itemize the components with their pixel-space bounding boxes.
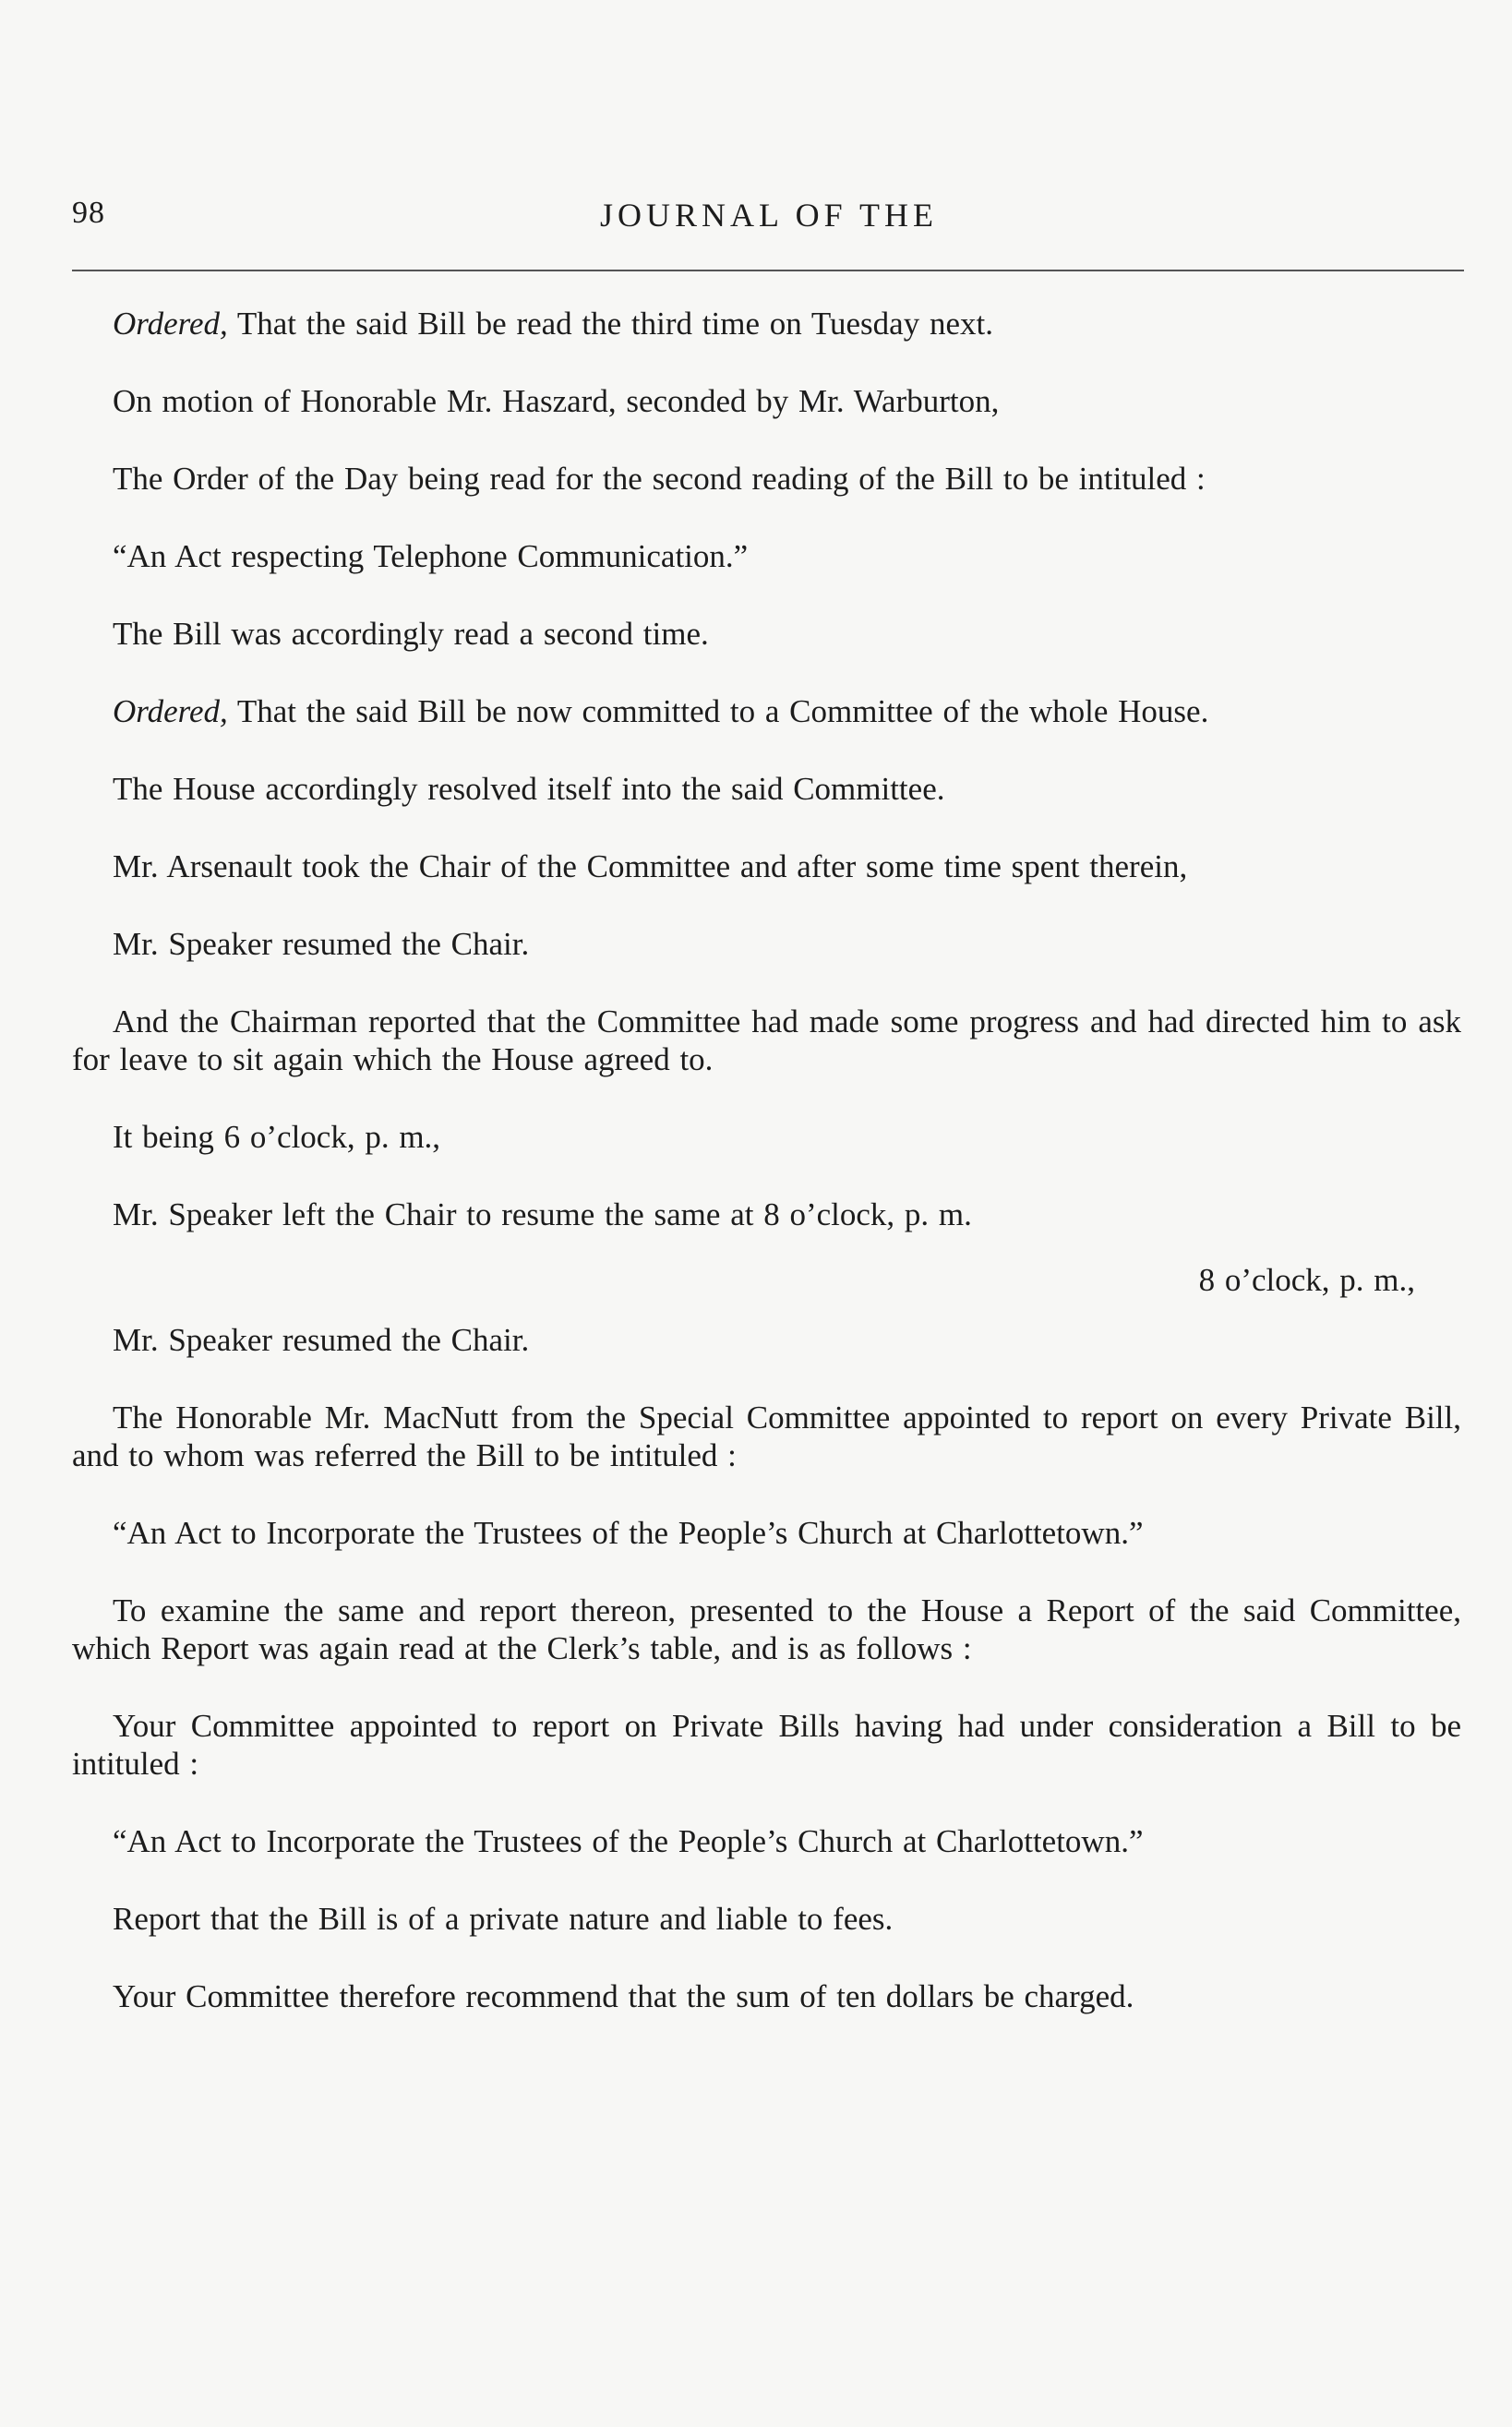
paragraph-text: The House accordingly resolved itself into the said Committee.	[113, 771, 945, 807]
paragraph-committee-consideration	[72, 1707, 1461, 1783]
paragraph-bill-title-church	[72, 1514, 1461, 1552]
paragraph-private-nature	[72, 1900, 1461, 1938]
paragraph-ordered-third-reading	[72, 305, 1461, 342]
journal-body	[72, 305, 1461, 2055]
paragraph-macnutt-report	[72, 1399, 1461, 1474]
paragraph-examine-report	[72, 1592, 1461, 1667]
paragraph-text: Your Committee appointed to report on Private Bills having had under consideration a Bill to be intituled :	[72, 1708, 1461, 1782]
paragraph-text: And the Chairman reported that the Committee had made some progress and had directed him to ask for leave to sit again which the House agreed to.	[72, 1003, 1461, 1077]
ordered-lead: Ordered,	[113, 693, 228, 729]
bill-title: “An Act to Incorporate the Trustees of the People’s Church at Charlottetown.”	[113, 1515, 1144, 1551]
paragraph-recommend-fee	[72, 1977, 1461, 2015]
paragraph-chairman-reported	[72, 1003, 1461, 1078]
paragraph-text: To examine the same and report thereon, presented to the House a Report of the said Committee, which Report was again read at the Clerk’s table, and is as follows :	[72, 1592, 1461, 1666]
paragraph-text: Mr. Speaker resumed the Chair.	[113, 926, 530, 962]
paragraph-speaker-left	[72, 1195, 1461, 1233]
paragraph-text: Your Committee therefore recommend that the sum of ten dollars be charged.	[113, 1978, 1134, 2014]
paragraph-ordered-committed	[72, 692, 1461, 730]
page-header	[72, 196, 1466, 251]
paragraph-text: Mr. Speaker left the Chair to resume the same at 8 o’clock, p. m.	[113, 1196, 972, 1232]
paragraph-six-oclock	[72, 1118, 1461, 1156]
paragraph-arsenault-chair	[72, 847, 1461, 885]
time-marker	[72, 1261, 1461, 1299]
paragraph-text: It being 6 o’clock, p. m.,	[113, 1119, 441, 1155]
paragraph-text: The Order of the Day being read for the second reading of the Bill to be intituled :	[113, 461, 1206, 497]
paragraph-order-of-day	[72, 460, 1461, 498]
paragraph-text: The Bill was accordingly read a second time.	[113, 616, 709, 652]
paragraph-text: Mr. Speaker resumed the Chair.	[113, 1322, 530, 1358]
paragraph-text: The Honorable Mr. MacNutt from the Special Committee appointed to report on every Private Bill, and to whom was referred the Bill to be intituled :	[72, 1400, 1461, 1473]
paragraph-motion	[72, 382, 1461, 420]
paragraph-speaker-resumed	[72, 925, 1461, 963]
paragraph-speaker-resumed-evening	[72, 1321, 1461, 1359]
journal-page	[72, 0, 1466, 2427]
bill-title: “An Act respecting Telephone Communication.”	[113, 538, 749, 574]
paragraph-text: That the said Bill be read the third time on Tuesday next.	[227, 306, 993, 342]
time-marker-text: 8 o’clock, p. m.,	[1198, 1262, 1415, 1298]
paragraph-second-reading	[72, 615, 1461, 653]
paragraph-text: Report that the Bill is of a private nature and liable to fees.	[113, 1901, 894, 1937]
paragraph-bill-title-telephone	[72, 537, 1461, 575]
paragraph-text: On motion of Honorable Mr. Haszard, seconded by Mr. Warburton,	[113, 383, 1000, 419]
running-title: JOURNAL OF THE	[599, 197, 938, 234]
page-number: 98	[72, 196, 105, 230]
bill-title: “An Act to Incorporate the Trustees of the People’s Church at Charlottetown.”	[113, 1823, 1144, 1859]
paragraph-bill-title-church-repeat	[72, 1822, 1461, 1860]
paragraph-text: That the said Bill be now committed to a Committee of the whole House.	[227, 693, 1209, 729]
paragraph-house-resolved	[72, 770, 1461, 808]
header-rule	[72, 270, 1464, 271]
paragraph-text: Mr. Arsenault took the Chair of the Committee and after some time spent therein,	[113, 848, 1188, 884]
ordered-lead: Ordered,	[113, 306, 228, 342]
